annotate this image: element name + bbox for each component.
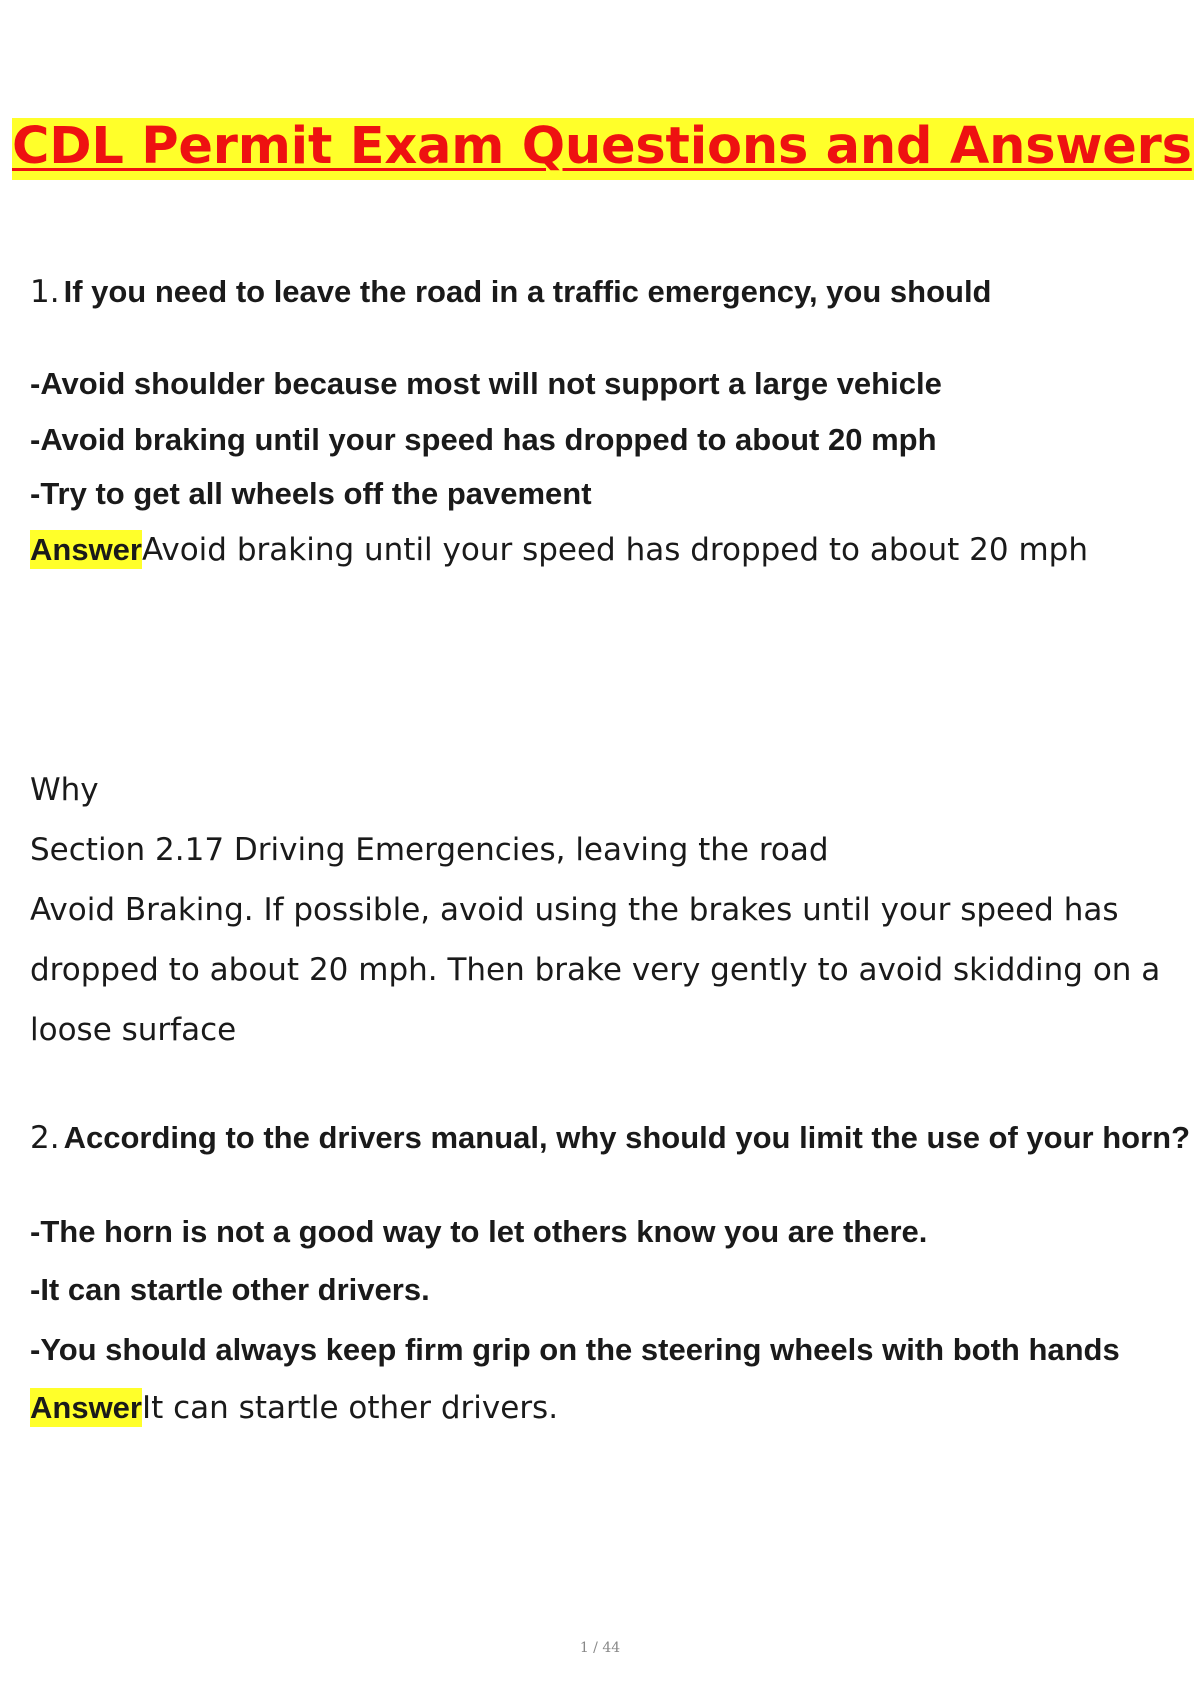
question-1-explanation: [30, 760, 1190, 1060]
document-title: CDL Permit Exam Questions and Answers: [12, 118, 1194, 180]
question-1-answer-label: Answer: [30, 532, 142, 567]
question-1-answer: [30, 530, 1088, 570]
question-2-answer: [30, 1388, 558, 1428]
question-2-answer-text: It can startle other drivers.: [141, 1390, 559, 1426]
question-1-text: If you need to leave the road in a traffic emergency, you should: [63, 274, 992, 309]
question-1-answer-text: Avoid braking until your speed has dropped to about 20 mph: [141, 532, 1088, 568]
question-2-answer-label: Answer: [30, 1390, 142, 1425]
page-number: 1 / 44: [579, 1640, 621, 1656]
question-1-title: [30, 272, 992, 312]
question-2-text: According to the drivers manual, why should you limit the use of your horn?: [63, 1120, 1191, 1155]
question-2-title: [30, 1118, 1190, 1158]
why-explanation-text: Avoid Braking. If possible, avoid using the brakes until your speed has dropped to about 20 mph. Then brake very gently to avoid skidding on a loose surface: [30, 892, 1161, 1048]
why-heading: Why: [30, 772, 99, 808]
question-2-option-1: -The horn is not a good way to let others know you are there.: [30, 1214, 928, 1249]
question-1-option-3: -Try to get all wheels off the pavement: [30, 476, 592, 511]
question-2-option-3: -You should always keep firm grip on the steering wheels with both hands: [30, 1332, 1120, 1367]
question-1-option-2: -Avoid braking until your speed has dropped to about 20 mph: [30, 422, 937, 457]
question-1-option-1: -Avoid shoulder because most will not support a large vehicle: [30, 366, 942, 401]
question-2-number: 2.: [30, 1120, 60, 1156]
question-1-number: 1.: [30, 274, 60, 310]
question-2-option-2: -It can startle other drivers.: [30, 1272, 430, 1307]
why-section-reference: Section 2.17 Driving Emergencies, leaving the road: [30, 832, 829, 868]
